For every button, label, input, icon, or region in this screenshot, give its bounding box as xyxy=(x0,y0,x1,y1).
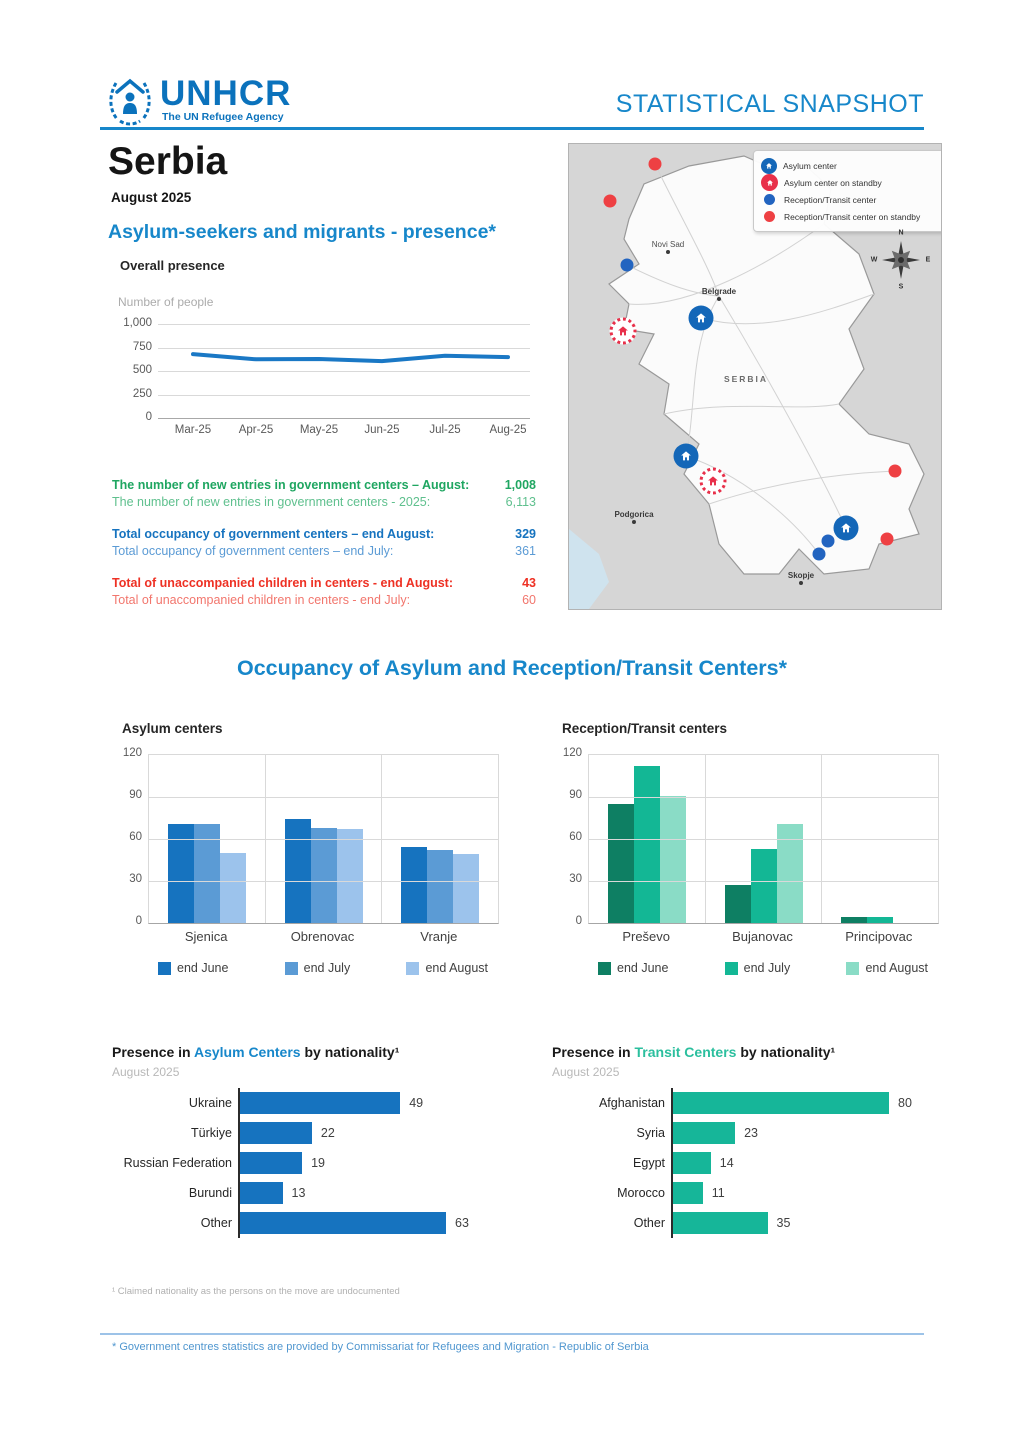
section-title-presence: Asylum-seekers and migrants - presence* xyxy=(108,221,497,243)
hbar-row xyxy=(240,1208,469,1238)
footnote-source: * Government centres statistics are provided by Commissariat for Refugees and Migration - Republic of Serbia xyxy=(112,1341,649,1353)
bar xyxy=(608,804,634,923)
hbar-row xyxy=(240,1088,469,1118)
transit-centers-bar-chart xyxy=(552,721,962,989)
y-tick-label: 0 xyxy=(575,915,582,927)
hbar-row xyxy=(673,1088,912,1118)
x-tick-label: Jul-25 xyxy=(429,424,461,436)
y-tick-label: 90 xyxy=(129,789,142,801)
bar xyxy=(240,1212,446,1234)
x-tick-label: May-25 xyxy=(299,424,339,436)
hbar-label: Ukraine xyxy=(188,1096,232,1110)
gridline xyxy=(589,881,938,882)
x-tick-label: Jun-25 xyxy=(364,424,400,436)
hbar-row xyxy=(673,1118,912,1148)
asylum-standby-marker-icon xyxy=(700,468,727,495)
bar-value: 19 xyxy=(311,1156,325,1170)
bar xyxy=(427,850,453,923)
legend-label: end July xyxy=(743,961,791,975)
bar xyxy=(725,885,751,923)
bar-value: 22 xyxy=(320,1126,335,1140)
gridline xyxy=(158,324,530,325)
gridline xyxy=(158,371,530,372)
city-dot xyxy=(666,250,670,254)
hbar-labels xyxy=(552,1088,665,1238)
stat-label: Total of unaccompanied children in centers - end July: xyxy=(112,593,411,607)
stat-row xyxy=(112,592,536,609)
stat-value: 361 xyxy=(515,544,536,558)
y-tick-label: 30 xyxy=(569,873,582,885)
y-tick-label: 90 xyxy=(569,789,582,801)
unhcr-logo-text: UNHCR xyxy=(160,74,292,113)
gridline xyxy=(589,839,938,840)
stat-row xyxy=(112,526,536,543)
stat-label: Total of unaccompanied children in centers - end August: xyxy=(112,576,454,590)
y-tick-label: 120 xyxy=(562,747,582,759)
hbar-label: Egypt xyxy=(633,1156,665,1170)
y-tick-label: 120 xyxy=(122,747,142,759)
hbar-row xyxy=(673,1208,912,1238)
asylum-marker-icon xyxy=(834,516,859,541)
bar-value: 23 xyxy=(744,1126,758,1140)
transit-standby-marker-icon xyxy=(649,158,662,171)
transit-standby-legend-icon xyxy=(764,211,775,222)
y-tick-label: 0 xyxy=(135,915,142,927)
y-tick-label: 250 xyxy=(132,387,152,400)
bar xyxy=(285,819,311,923)
y-tick-label: 1,000 xyxy=(123,317,152,329)
hbar-label: Burundi xyxy=(188,1186,232,1200)
legend-item xyxy=(725,961,791,975)
compass-letter: N xyxy=(898,229,904,237)
city-dot xyxy=(799,581,803,585)
x-tick-label: Mar-25 xyxy=(174,424,212,436)
hbar-row xyxy=(240,1178,469,1208)
section-title-occupancy: Occupancy of Asylum and Reception/Transit Centers* xyxy=(237,656,787,680)
bar xyxy=(673,1092,889,1114)
bar-value: 13 xyxy=(291,1186,306,1200)
bar xyxy=(673,1212,768,1234)
bar xyxy=(673,1122,735,1144)
bar-value: 63 xyxy=(455,1216,469,1230)
map-legend-label: Reception/Transit center on standby xyxy=(784,211,921,222)
transit-legend-icon xyxy=(764,194,775,205)
map-legend xyxy=(753,150,942,232)
bar xyxy=(660,796,686,923)
category-labels xyxy=(588,929,937,944)
gridline xyxy=(149,797,498,798)
map-legend-item xyxy=(761,157,942,174)
stat-label: The number of new entries in government centers – August: xyxy=(112,478,470,492)
legend-item xyxy=(158,961,228,975)
hbar-rows xyxy=(238,1088,469,1238)
key-statistics xyxy=(112,477,536,624)
transit-marker-icon xyxy=(822,535,835,548)
legend-label: end June xyxy=(617,961,669,975)
stat-row xyxy=(112,494,536,511)
bar xyxy=(240,1152,302,1174)
hbar-label: Russian Federation xyxy=(123,1156,232,1170)
transit-standby-marker-icon xyxy=(604,195,617,208)
footnote-nationality: ¹ Claimed nationality as the persons on the move are undocumented xyxy=(112,1286,400,1297)
asylum-nationality-chart xyxy=(112,1044,532,1274)
category-label: Obrenovac xyxy=(290,929,355,944)
map-legend-item xyxy=(761,208,942,225)
hbar-title-highlight: Asylum Centers xyxy=(193,1044,301,1060)
serbia-map xyxy=(568,143,942,610)
asylum-standby-legend-icon xyxy=(761,174,778,191)
hbar-row xyxy=(673,1178,912,1208)
hbar-label: Morocco xyxy=(617,1186,665,1200)
asylum-standby-marker-icon xyxy=(610,318,637,345)
hbar-label: Other xyxy=(200,1216,232,1230)
y-tick-label: 0 xyxy=(145,411,152,423)
city-dot xyxy=(632,520,636,524)
transit-marker-icon xyxy=(621,259,634,272)
hbar-row xyxy=(673,1148,912,1178)
stat-row xyxy=(112,543,536,560)
line-chart-title: Overall presence xyxy=(120,258,225,273)
y-tick-label: 30 xyxy=(129,873,142,885)
gridline xyxy=(158,395,530,396)
chart-legend xyxy=(158,961,488,975)
asylum-legend-icon xyxy=(761,158,777,174)
compass-letter: S xyxy=(898,283,904,291)
bar-chart-title: Asylum centers xyxy=(122,721,223,736)
header-divider xyxy=(100,127,924,130)
bar xyxy=(453,854,479,923)
hbar-row xyxy=(240,1118,469,1148)
bar-chart-plot xyxy=(148,754,499,924)
legend-swatch xyxy=(725,962,738,975)
stat-value: 6,113 xyxy=(505,495,536,509)
stat-value: 329 xyxy=(515,527,536,541)
bar xyxy=(673,1152,711,1174)
city-label: Belgrade xyxy=(701,287,737,296)
compass-letter: E xyxy=(925,256,931,264)
page-title: STATISTICAL SNAPSHOT xyxy=(615,90,924,118)
map-legend-label: Asylum center on standby xyxy=(784,177,882,188)
hbar-title-highlight: Transit Centers xyxy=(634,1044,737,1060)
bar-value: 49 xyxy=(409,1096,424,1110)
map-legend-label: Asylum center xyxy=(783,160,837,171)
overall-presence-line-chart xyxy=(112,316,542,442)
y-tick-label: 500 xyxy=(132,364,152,376)
gridline xyxy=(149,839,498,840)
legend-swatch xyxy=(598,962,611,975)
category-label: Sjenica xyxy=(184,929,228,944)
bar xyxy=(337,829,363,923)
legend-swatch xyxy=(846,962,859,975)
report-date: August 2025 xyxy=(111,190,192,205)
unhcr-logo-tagline: The UN Refugee Agency xyxy=(162,111,284,123)
stat-value: 60 xyxy=(522,593,536,607)
asylum-marker-icon xyxy=(689,306,714,331)
category-label: Bujanovac xyxy=(732,929,793,944)
map-legend-item xyxy=(761,191,942,208)
legend-item xyxy=(846,961,928,975)
category-labels xyxy=(148,929,497,944)
stat-row xyxy=(112,575,536,592)
bar xyxy=(240,1122,312,1144)
gridline xyxy=(149,881,498,882)
stat-value: 43 xyxy=(522,576,536,590)
bar xyxy=(220,853,246,923)
bar-value: 11 xyxy=(711,1186,725,1200)
bar-chart-title: Reception/Transit centers xyxy=(562,721,728,736)
gridline xyxy=(589,797,938,798)
map-legend-item xyxy=(761,174,942,191)
asylum-centers-bar-chart xyxy=(112,721,522,989)
legend-label: end June xyxy=(177,961,229,975)
hbar-subtitle: August 2025 xyxy=(112,1065,180,1079)
stat-group xyxy=(112,575,536,609)
x-tick-label: Aug-25 xyxy=(489,424,527,436)
transit-marker-icon xyxy=(813,548,826,561)
bar xyxy=(867,917,893,923)
legend-swatch xyxy=(285,962,298,975)
stat-group xyxy=(112,477,536,511)
compass-letter: W xyxy=(870,256,878,264)
bar xyxy=(634,766,660,923)
category-label: Principovac xyxy=(845,929,913,944)
transit-standby-marker-icon xyxy=(881,533,894,546)
x-tick-label: Apr-25 xyxy=(238,424,274,436)
city-label: Podgorica xyxy=(614,510,654,519)
asylum-marker-icon xyxy=(674,444,699,469)
bar xyxy=(311,828,337,923)
legend-item xyxy=(285,961,351,975)
transit-standby-marker-icon xyxy=(889,465,902,478)
compass-rose-icon xyxy=(879,238,923,282)
hbar-rows xyxy=(671,1088,912,1238)
legend-item xyxy=(406,961,488,975)
legend-swatch xyxy=(158,962,171,975)
bar-chart-plot xyxy=(588,754,939,924)
legend-swatch xyxy=(406,962,419,975)
gridline xyxy=(158,348,530,349)
legend-label: end August xyxy=(425,961,488,975)
bar xyxy=(240,1092,400,1114)
bar xyxy=(673,1182,703,1204)
bar xyxy=(401,847,427,923)
stat-label: Total occupancy of government centers – end July: xyxy=(112,544,394,558)
country-label: SERBIA xyxy=(723,374,769,384)
legend-label: end August xyxy=(865,961,928,975)
y-tick-label: 750 xyxy=(132,340,152,353)
bar-value: 80 xyxy=(898,1096,912,1110)
country-title: Serbia xyxy=(108,140,228,183)
bar xyxy=(841,917,867,923)
bar-value: 35 xyxy=(776,1216,791,1230)
bar xyxy=(240,1182,283,1204)
category-label: Preševo xyxy=(622,929,671,944)
line-chart-ylabel: Number of people xyxy=(118,295,214,309)
stat-value: 1,008 xyxy=(504,478,536,492)
gridline xyxy=(158,418,530,419)
footer-divider xyxy=(100,1333,924,1335)
stat-label: Total occupancy of government centers – end August: xyxy=(112,527,435,541)
unhcr-emblem-icon xyxy=(106,76,154,126)
stat-row xyxy=(112,477,536,494)
legend-item xyxy=(598,961,668,975)
bar-value: 14 xyxy=(719,1156,734,1170)
map-legend-label: Reception/Transit center xyxy=(784,194,877,205)
hbar-label: Syria xyxy=(636,1126,665,1140)
hbar-label: Other xyxy=(633,1216,665,1230)
category-label: Vranje xyxy=(420,929,458,944)
legend-label: end July xyxy=(303,961,351,975)
line-chart-plot xyxy=(158,324,530,418)
chart-legend xyxy=(598,961,928,975)
transit-nationality-chart xyxy=(552,1044,972,1274)
stat-group xyxy=(112,526,536,560)
city-label: Novi Sad xyxy=(651,240,685,249)
hbar-label: Türkiye xyxy=(191,1126,232,1140)
y-tick-label: 60 xyxy=(569,831,582,843)
bar xyxy=(751,849,777,923)
hbar-title: Presence in Asylum Centers by nationality¹ xyxy=(112,1044,400,1060)
hbar-subtitle: August 2025 xyxy=(552,1065,620,1079)
hbar-title: Presence in Transit Centers by nationality¹ xyxy=(552,1044,836,1060)
hbar-row xyxy=(240,1148,469,1178)
city-dot xyxy=(717,297,721,301)
city-label: Skopje xyxy=(787,571,815,580)
hbar-label: Afghanistan xyxy=(598,1096,665,1110)
hbar-labels xyxy=(112,1088,232,1238)
stat-label: The number of new entries in government centers - 2025: xyxy=(112,495,431,509)
y-tick-label: 60 xyxy=(129,831,142,843)
